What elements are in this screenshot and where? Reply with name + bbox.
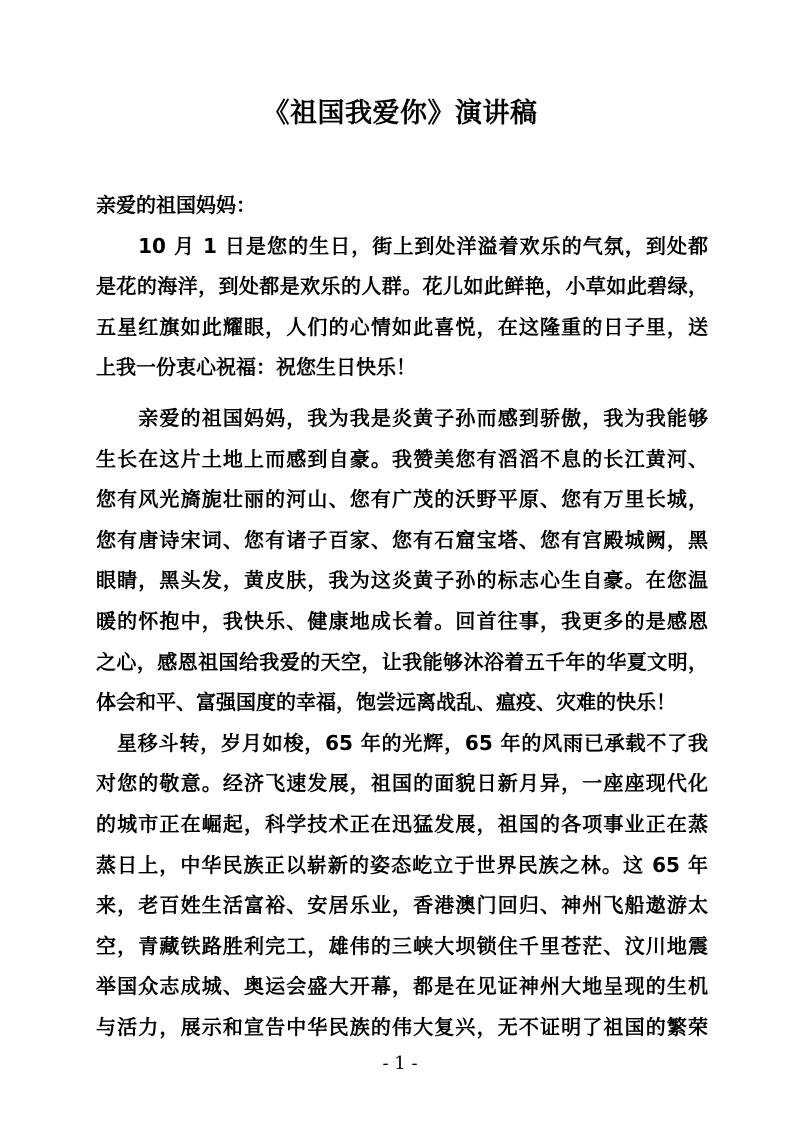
salutation: 亲爱的祖国妈妈： — [96, 193, 256, 217]
text-line: 蒸日上，中华民族正以崭新的姿态屹立于世界民族之林。这 65 年 — [96, 852, 708, 877]
paragraph-2 — [96, 398, 708, 723]
paragraph-gap — [96, 388, 708, 398]
text-line: 体会和平、富强国度的幸福，饱尝远离战乱、瘟疫、灾难的快乐！ — [96, 690, 676, 715]
text-line: 是花的海洋，到处都是欢乐的人群。花儿如此鲜艳，小草如此碧绿， — [96, 274, 708, 299]
text-line: 与活力，展示和宣告中华民族的伟大复兴，无不证明了祖国的繁荣 — [96, 1014, 708, 1039]
paragraph-3 — [96, 723, 708, 1048]
page-title: 《祖国我爱你》演讲稿 — [262, 98, 538, 129]
text-line: 10 月 1 日是您的生日，街上到处洋溢着欢乐的气氛，到处都 — [96, 233, 708, 258]
text-line: 上我一份衷心祝福：祝您生日快乐！ — [96, 355, 416, 380]
text-line: 来，老百姓生活富裕、安居乐业，香港澳门回归、神州飞船遨游太 — [96, 893, 708, 918]
text-line: 之心，感恩祖国给我爱的天空，让我能够沐浴着五千年的华夏文明， — [96, 649, 708, 674]
text-line: 您有风光旖旎壮丽的河山、您有广茂的沃野平原、您有万里长城， — [96, 487, 708, 512]
text-line: 的城市正在崛起，科学技术正在迅猛发展，祖国的各项事业正在蒸 — [96, 811, 708, 836]
document-body — [96, 185, 708, 1047]
text-line: 星移斗转，岁月如梭，65 年的光辉，65 年的风雨已承载不了我 — [96, 730, 708, 755]
page-number: - 1 - — [382, 1053, 418, 1074]
text-line: 眼睛，黑头发，黄皮肤，我为这炎黄子孙的标志心生自豪。在您温 — [96, 568, 708, 593]
text-line: 您有唐诗宋词、您有诸子百家、您有石窟宝塔、您有宫殿城阙，黑 — [96, 527, 708, 552]
text-line: 举国众志成城、奥运会盛大开幕，都是在见证神州大地呈现的生机 — [96, 974, 708, 999]
text-line: 五星红旗如此耀眼，人们的心情如此喜悦，在这隆重的日子里，送 — [96, 314, 708, 339]
text-line: 空，青藏铁路胜利完工，雄伟的三峡大坝锁住千里苍茫、汶川地震 — [96, 933, 708, 958]
text-line: 亲爱的祖国妈妈，我为我是炎黄子孙而感到骄傲，我为我能够 — [96, 405, 708, 430]
text-line: 对您的敬意。经济飞速发展，祖国的面貌日新月异，一座座现代化 — [96, 771, 708, 796]
text-line: 暖的怀抱中，我快乐、健康地成长着。回首往事，我更多的是感恩 — [96, 608, 708, 633]
paragraph-1 — [96, 226, 708, 388]
text-line: 生长在这片土地上而感到自豪。我赞美您有滔滔不息的长江黄河、 — [96, 446, 708, 471]
